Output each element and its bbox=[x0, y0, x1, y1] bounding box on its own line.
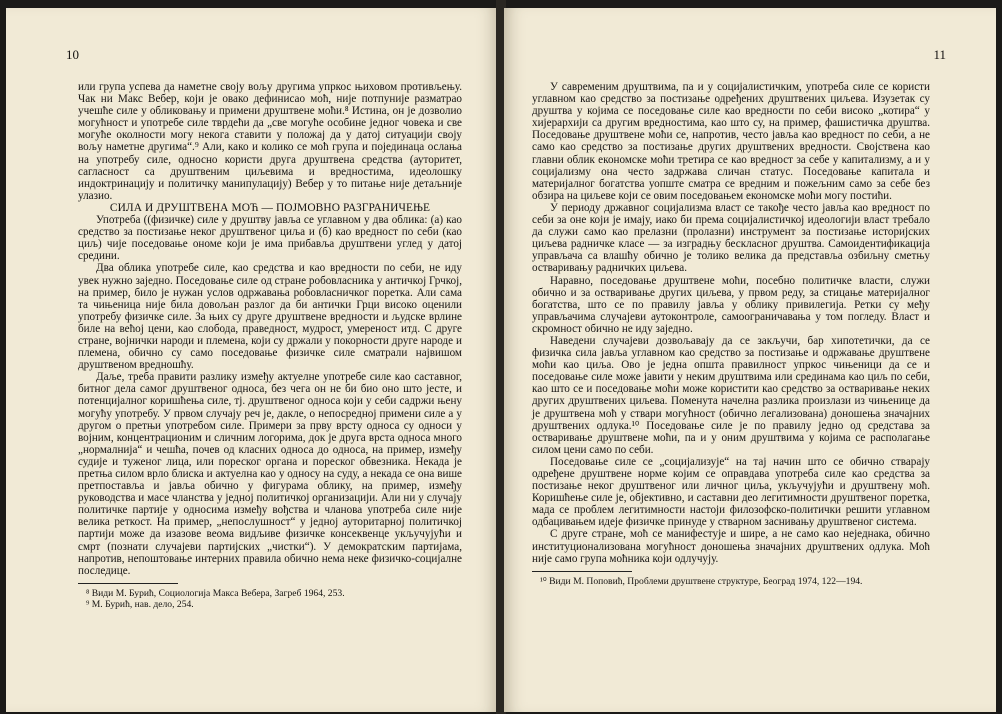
left-page bbox=[6, 8, 498, 712]
footnote: ⁸ Види М. Бурић, Социологија Макса Вебера, Загреб 1964, 253. bbox=[86, 587, 345, 599]
footnote: ¹⁰ Види М. Поповић, Проблеми друштвене структуре, Београд 1974, 122—194. bbox=[540, 575, 863, 587]
footnote: ⁹ М. Бурић, нав. дело, 254. bbox=[86, 598, 194, 610]
section-heading: СИЛА И ДРУШТВЕНА МОЋ — ПОЈМОВНО РАЗГРАНИЧЕЊЕ bbox=[109, 201, 431, 214]
right-page bbox=[504, 8, 996, 712]
left-page-body bbox=[78, 81, 462, 610]
paragraph: С друге стране, моћ се манифестује и шире, а не само као неједнака, обично институционализована могућност доношења значајних друштвених одлука. Моћ није само група моћника који одлучују. bbox=[532, 528, 930, 565]
paragraph: Два облика употребе силе, као средства и као вредности по себи, не иду увек нужно заједно. Поседовање силе од стране робовласника у античкој Грчкој, на пример, било је нужан услов одржавања робовласничког поретка. Али сама та чињеница није била довољан разлог да би антички Грци високо оценили употребу физичке силе. За њих су друге друштвене вредности и људске врлине биле на већој цени, као слобода, праведност, мудрост, умереност итд. С друге стране, војнички народи и племена, који су држали у покорности друге народе и племена, обично су само поседовање физичке силе сматрали највишом друштвеном вредношћу. bbox=[78, 262, 462, 372]
paragraph: Наведени случајеви дозвољавају да се закључи, бар хипотетички, да се физичка сила јавља углавном као средство за постизање и одржавање друштвене моћи као циља. Ово је једна општа правилност упркос чињеници да се и поседовање силе може јавити у неким друштвима или срединама као циљ по себи, као што се и поседовање моћи може користити као средство за остваривање неких других друштвених циљева. Поменута начелна разлика произлази из чињенице да је друштвена моћ у ствари могућност (обично легализована) доношења значајних друштвених одлука.¹⁰ Поседовање силе је по правилу једно од средстава за остваривање друштвене моћи, па и у оним друштвима у којима се располагање силом цени само по себи. bbox=[532, 334, 930, 456]
paragraph: Даље, треба правити разлику између актуелне употребе силе као саставног, битног дела самог друштвеног односа, без чега он не би био оно што јесте, и потенцијалног коришћења силе, тј. друштвеног односа који у себи садржи њену могућу употребу. У првом случају реч је, дакле, о непосредној примени силе а у другом о претњи употребом силе. Примери за прву врсту односа су односи у војним, концентрационим и сличним логорима, док је друга врста односа много „нормалнија“ и чешћа, почев од класних односа до односа, на пример, између судије и туженог лица, или пореског органа и пореског обвезника. Некада је претња силом врло блиска и актуелна као у односу на суду, а некада се она више претпоставља и јавља обично у фигурама облику, на пример, између руководства и масе чланства у једној политичкој организацији. Али ни у случају политичке партије у односима између вођства и чланова употреба силе није велика реткост. На пример, „непослушност“ у једној ауторитарној политичкој партији може да изазове веома видљиве физичке консеквенце укључујући и смрт (познати случајеви партијских „чистки“). У демократским партијама, напротив, непоштовање интерних правила обично нема неке физичко-социјалне последице. bbox=[78, 371, 462, 577]
right-page-body bbox=[532, 81, 930, 587]
paragraph: Поседовање силе се „социјализује“ на тај начин што се обично стварају одређене друштвене норме којим се оправдава употреба силе као средства за постизање неког друштвеног или личног циља, укључујући и друштвену моћ. Коришћење силе је, објективно, и саставни део легитимности друштвеног поретка, мада се проблем легитимности настоји филозофско-политички решити углавном одбацивањем идеје физичке принуде у стварном заснивању друштвеног система. bbox=[532, 455, 930, 529]
paragraph: У савременим друштвима, па и у социјалистичким, употреба силе се користи углавном као средство за постизање одређених друштвених циљева. Изузетак су друштва у којима се поседовање силе као вредности по себи високо „котира“ у хијерархији са другим вредностима, као што су, на пример, фашистичка друштва. Поседовање друштвене моћи се, напротив, често јавља као вредност по себи, а не само као средство за постизање других друштвених вредности. Својствена као главни облик економске моћи третира се као вредност за себе у капитализму, а и у социјализму она често задржава сличан статус. Поседовање капитала и материјалног богатства уопште сматра се вредним и пожељним само за себе без обзира на циљеве који се овим поседовањем економске моћи могу постићи. bbox=[532, 81, 930, 202]
paragraph: или група успева да наметне своју вољу другима упркос њиховом противљењу. Чак ни Макс Вебер, који је овако дефинисао моћ, није потпуније разматрао учешће силе у обликовању и примени друштвене моћи.⁸ Истина, он је дозволио могућност и употребе силе тврдећи да „све могуће особине једног човека и све могуће околности могу некога ставити у положај да у датој ситуацији своју вољу наметне другима“.⁹ Али, како и колико се моћ група и појединаца ослања на употребу силе, односно користи друга друштвена средства (ауторитет, сагласност са друштвеним циљевима и вредностима, идеолошку индоктринацију и политичку манипулацију) Вебер у то питање није детаљније улазио. bbox=[78, 81, 462, 202]
page-number: 11 bbox=[933, 47, 946, 62]
paragraph: Наравно, поседовање друштвене моћи, посебно политичке власти, служи обично и за остваривање других циљева, у првом реду, за стицање материјалног богатства, што се по правилу јавља у облику привилегија. Ретки су међу управљачима случајеви аутоконтроле, самоограничавања у том погледу. Власт и скромност обично не иду заједно. bbox=[532, 274, 930, 335]
paragraph: Употреба ((физичке) силе у друштву јавља се углавном у два облика: (а) као средство за постизање неког друштвеног циља и (б) као вредност по себи (као циљ) чије поседовање ономе који је има прибавља друштвени углед у датој средини. bbox=[78, 214, 462, 263]
page-number: 10 bbox=[66, 47, 79, 62]
footnote-divider bbox=[78, 583, 178, 584]
footnote-divider bbox=[532, 571, 632, 572]
paragraph: У периоду државног социјализма власт се такође често јавља као вредност по себи за оне који је имају, иако би према социјалистичкој идеологији власт требало да служи само као прелазни (пролазни) инструмент за постизање историјских циљева радничке класе — за изградњу бескласног друштва. Самоидентификација управљача са влашћу обично је толико велика да представља озбиљну сметњу остваривању радничких циљева. bbox=[532, 201, 930, 275]
